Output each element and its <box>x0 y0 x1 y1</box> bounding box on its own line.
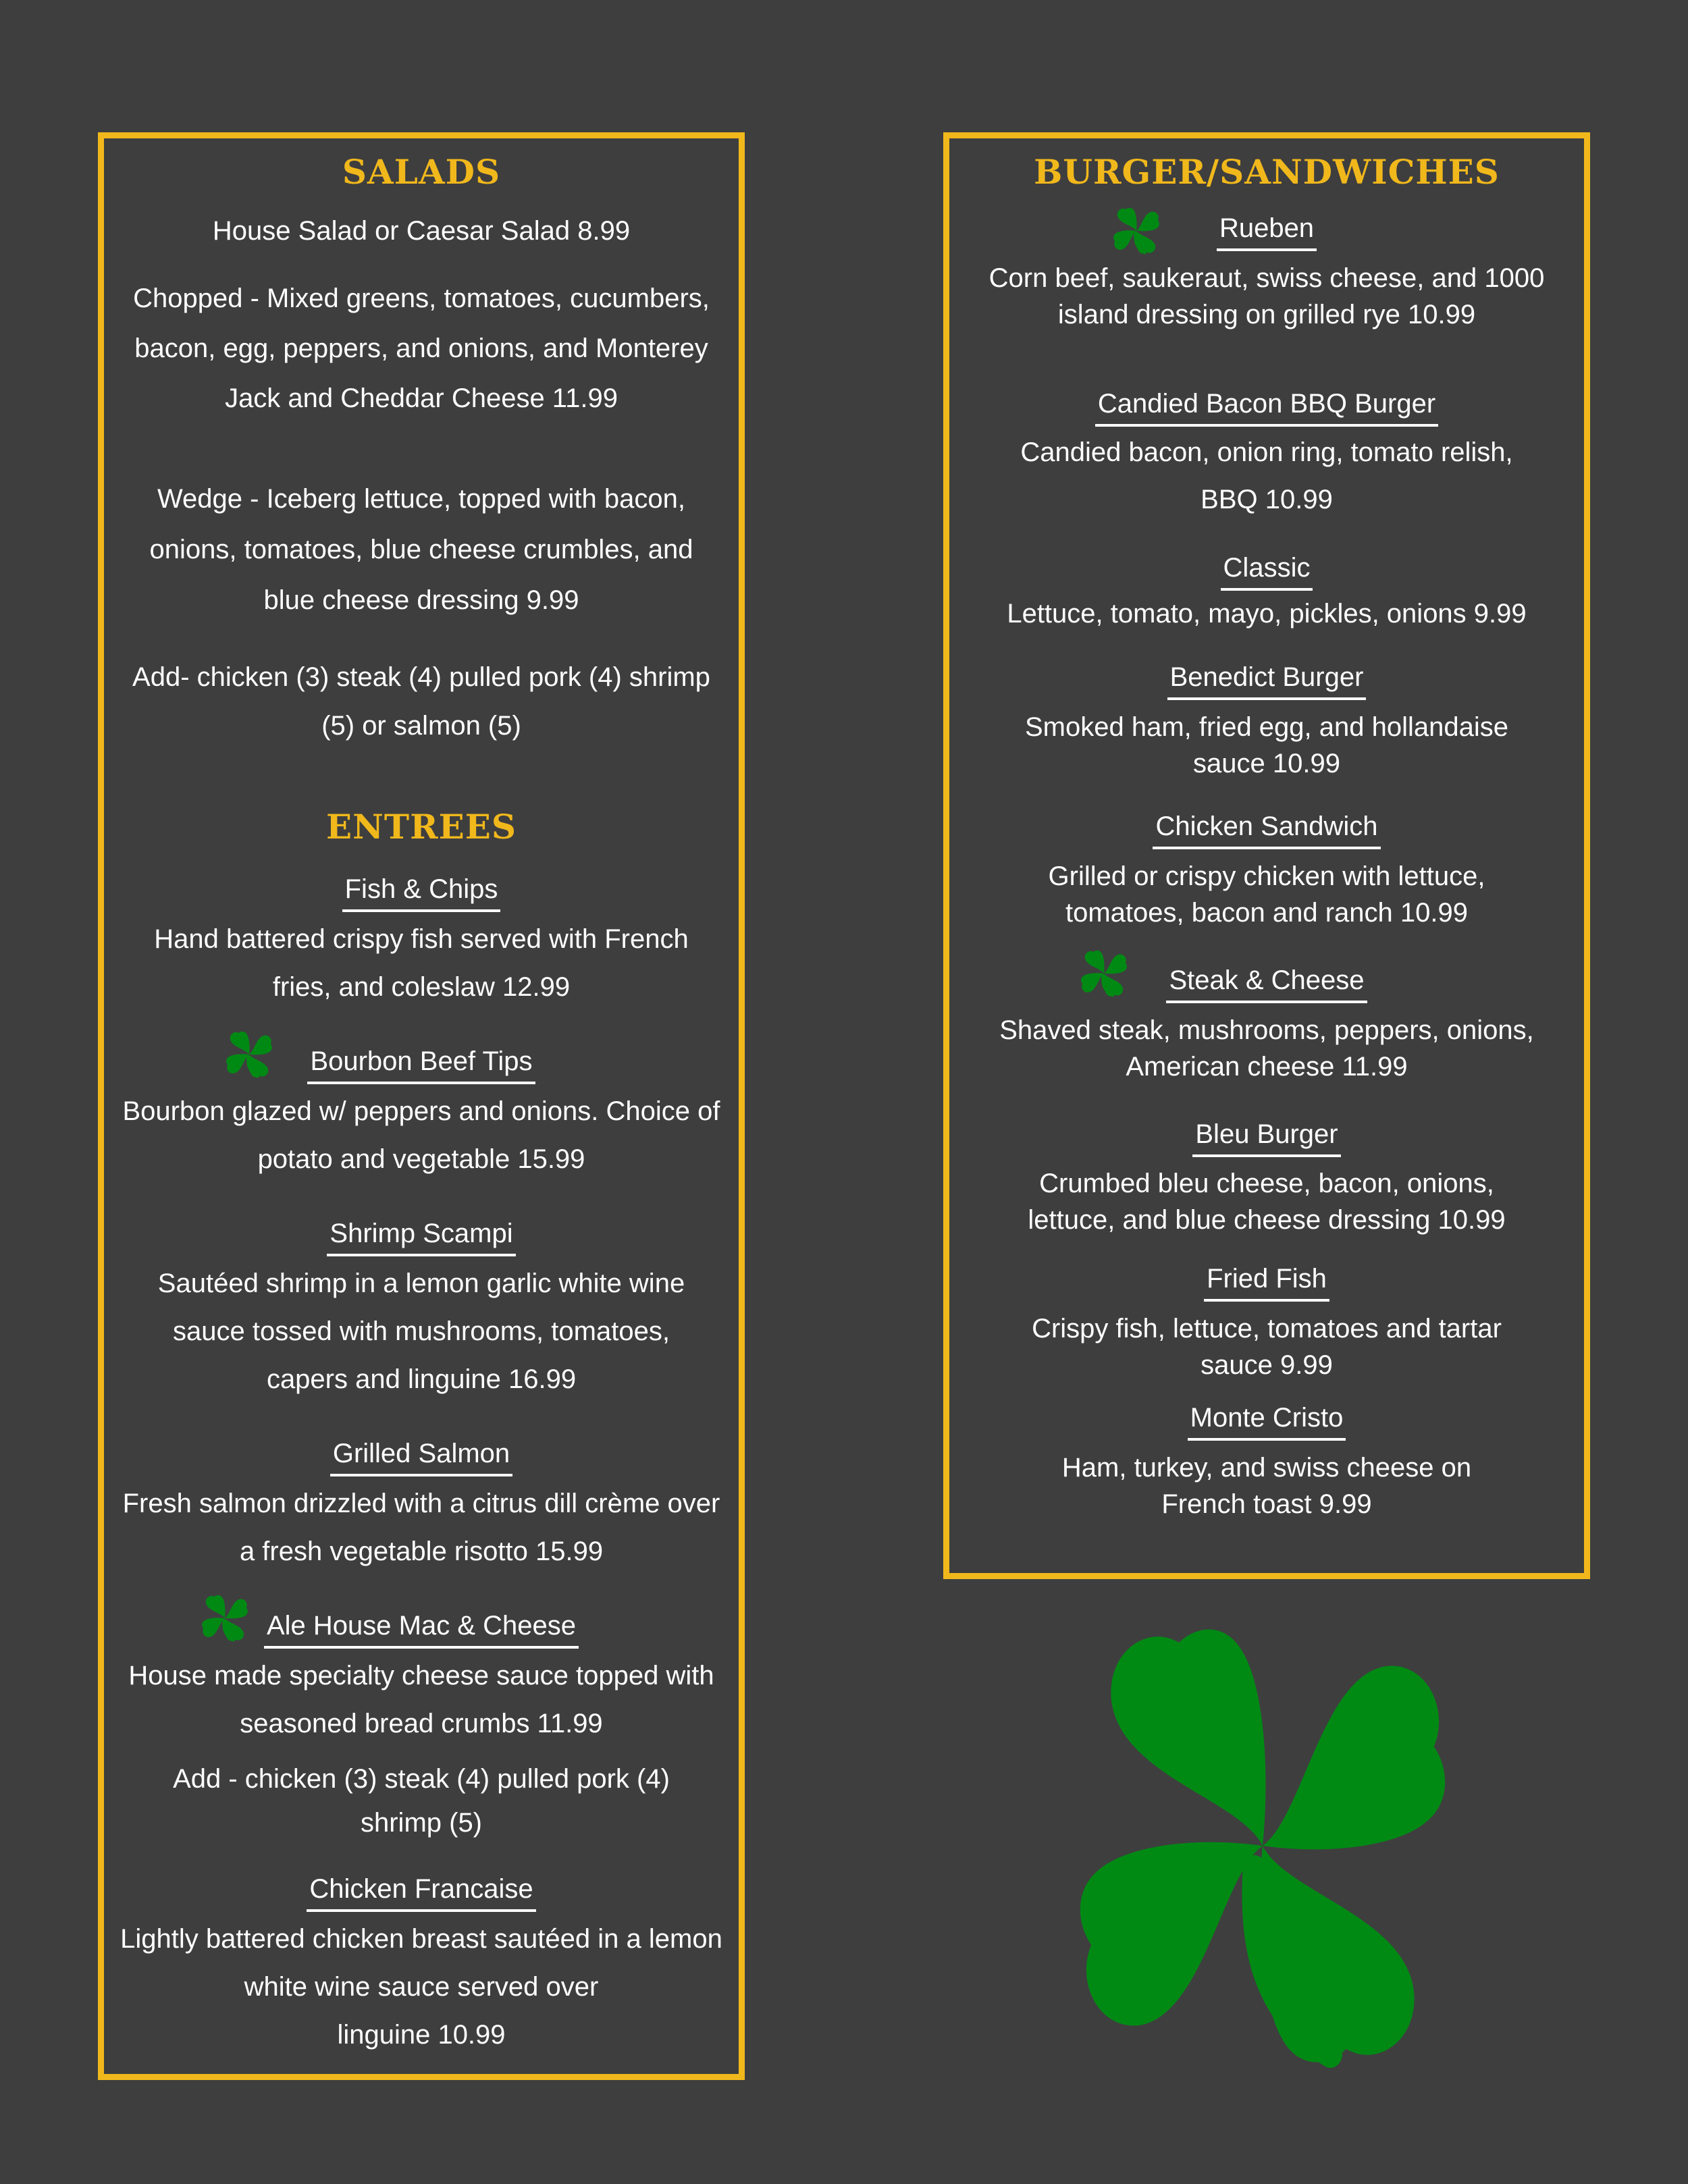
burgers-sandwiches-panel <box>943 132 1590 1579</box>
sandwich-desc-line: American cheese 11.99 <box>1126 1052 1408 1082</box>
wedge-salad-line-1: Wedge - Iceberg lettuce, topped with bacon, <box>157 484 685 514</box>
entree-desc-line: House made specialty cheese sauce topped with <box>128 1661 714 1690</box>
sandwich-desc-line: island dressing on grilled rye 10.99 <box>1057 300 1476 329</box>
sandwich-desc-line: Candied bacon, onion ring, tomato relish, <box>1020 437 1513 467</box>
entree-desc-line: a fresh vegetable risotto 15.99 <box>239 1537 604 1566</box>
entree-name: Fish & Chips <box>104 874 739 912</box>
entree-name: Shrimp Scampi <box>104 1219 739 1256</box>
entree-desc-line: linguine 10.99 <box>337 2020 506 2050</box>
entree-desc-line: Hand battered crispy fish served with French <box>154 924 689 954</box>
wedge-salad-line-2: onions, tomatoes, blue cheese crumbles, and <box>149 535 693 564</box>
chopped-salad-line-3: Jack and Cheddar Cheese 11.99 <box>225 383 618 413</box>
sandwich-name: Fried Fish <box>949 1264 1584 1302</box>
entree-add-line-1: Add - chicken (3) steak (4) pulled pork (4) <box>173 1764 670 1794</box>
entree-desc-line: potato and vegetable 15.99 <box>257 1144 585 1174</box>
sandwich-desc-line: BBQ 10.99 <box>1201 485 1333 514</box>
sandwich-desc-line: Lettuce, tomato, mayo, pickles, onions 9.99 <box>1007 599 1527 629</box>
sandwich-desc-line: Smoked ham, fried egg, and hollandaise <box>1024 712 1508 742</box>
entree-desc-line: seasoned bread crumbs 11.99 <box>240 1709 603 1738</box>
entree-name: Chicken Francaise <box>104 1874 739 1912</box>
sandwich-desc-line: French toast 9.99 <box>1161 1489 1372 1519</box>
sandwich-desc-line: sauce 10.99 <box>1193 749 1340 778</box>
entree-desc-line: sauce tossed with mushrooms, tomatoes, <box>173 1316 670 1346</box>
entree-desc-line: capers and linguine 16.99 <box>266 1364 577 1394</box>
entree-desc-line: Lightly battered chicken breast sautéed in a lemon <box>120 1924 722 1954</box>
sandwich-name: Rueben <box>949 213 1584 251</box>
entree-desc-line: Bourbon glazed w/ peppers and onions. Choice of <box>122 1096 720 1126</box>
entree-desc-line: Sautéed shrimp in a lemon garlic white wine <box>157 1269 685 1298</box>
sandwich-name: Benedict Burger <box>949 662 1584 700</box>
sandwich-name: Monte Cristo <box>949 1403 1584 1441</box>
chopped-salad-line-2: bacon, egg, peppers, and onions, and Monterey <box>134 334 708 363</box>
sandwich-desc-line: Shaved steak, mushrooms, peppers, onions, <box>999 1015 1534 1045</box>
burgers-heading: BURGER/SANDWICHES <box>1034 152 1500 192</box>
entree-add-line-2: shrimp (5) <box>360 1808 483 1838</box>
salad-add-line-2: (5) or salmon (5) <box>321 711 521 741</box>
entree-name: Grilled Salmon <box>104 1439 739 1476</box>
salads-heading: SALADS <box>342 152 501 192</box>
entree-name: Ale House Mac & Cheese <box>104 1611 739 1649</box>
sandwich-name: Candied Bacon BBQ Burger <box>949 389 1584 427</box>
wedge-salad-line-3: blue cheese dressing 9.99 <box>263 585 579 615</box>
salad-add-line-1: Add- chicken (3) steak (4) pulled pork (4) shrimp <box>132 662 710 692</box>
sandwich-name: Chicken Sandwich <box>949 811 1584 849</box>
sandwich-name: Steak & Cheese <box>949 965 1584 1003</box>
sandwich-desc-line: Corn beef, saukeraut, swiss cheese, and 1000 <box>988 263 1545 293</box>
sandwich-desc-line: sauce 9.99 <box>1201 1350 1333 1380</box>
sandwich-desc-line: lettuce, and blue cheese dressing 10.99 <box>1028 1205 1506 1235</box>
entree-desc-line: white wine sauce served over <box>244 1972 599 2002</box>
sandwich-desc-line: Crumbed bleu cheese, bacon, onions, <box>1039 1169 1494 1198</box>
sandwich-desc-line: Crispy fish, lettuce, tomatoes and tartar <box>1032 1314 1502 1343</box>
house-salad-text: House Salad or Caesar Salad 8.99 <box>212 216 631 246</box>
entree-desc-line: fries, and coleslaw 12.99 <box>272 972 571 1002</box>
sandwich-desc-line: Ham, turkey, and swiss cheese on <box>1061 1453 1472 1483</box>
sandwich-desc-line: Grilled or crispy chicken with lettuce, <box>1048 861 1485 891</box>
sandwich-desc-line: tomatoes, bacon and ranch 10.99 <box>1065 898 1468 928</box>
entree-desc-line: Fresh salmon drizzled with a citrus dill crème over <box>122 1489 720 1518</box>
entrees-heading: ENTREES <box>326 807 517 847</box>
sandwich-name: Bleu Burger <box>949 1119 1584 1157</box>
chopped-salad-line-1: Chopped - Mixed greens, tomatoes, cucumbers, <box>133 284 710 313</box>
entree-name: Bourbon Beef Tips <box>104 1046 739 1084</box>
sandwich-name: Classic <box>949 553 1584 591</box>
salads-entrees-panel <box>98 132 745 2080</box>
four-leaf-clover-icon <box>1063 1624 1462 2096</box>
